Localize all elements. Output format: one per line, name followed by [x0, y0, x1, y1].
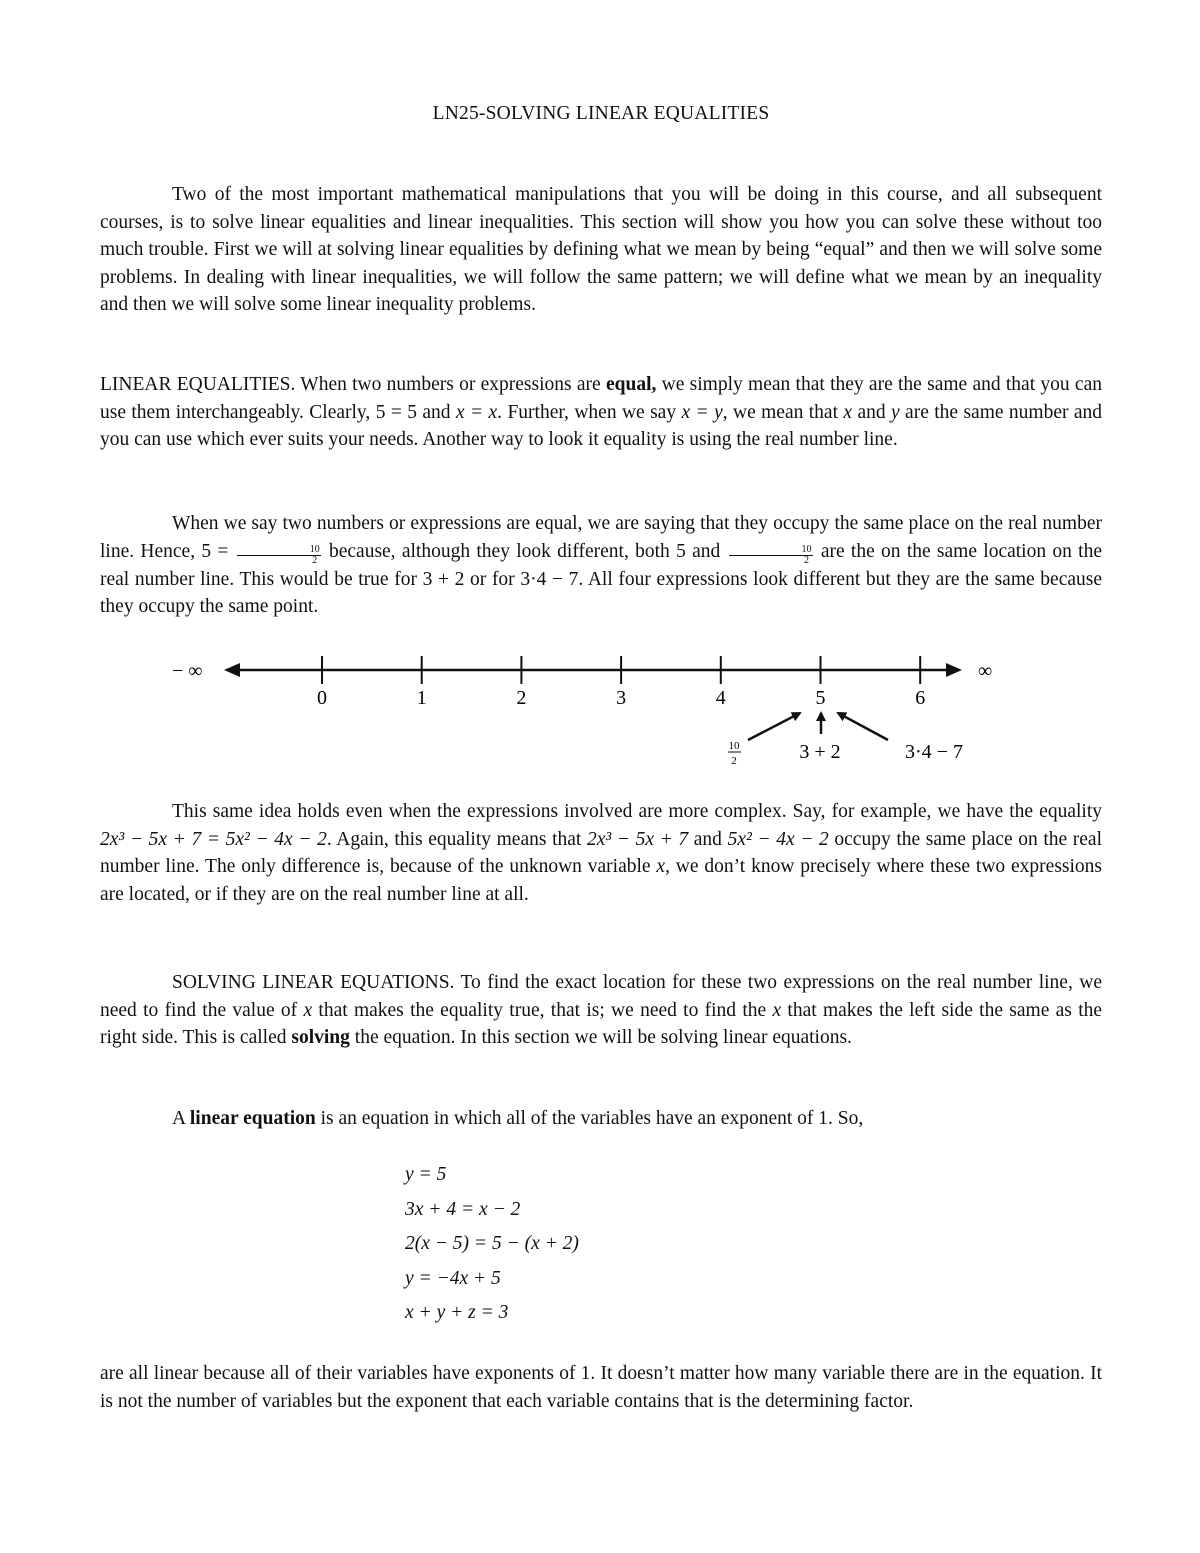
negative-infinity-label: − ∞: [172, 660, 203, 682]
tick-label: 2: [516, 687, 527, 709]
text-run: . All four expressions look different but they are the same because they occupy the same point.: [100, 568, 1103, 617]
text-run: This same idea holds even when the expressions involved are more complex. Say, for example, we have the equality: [172, 801, 1102, 822]
bold-term-equal: equal,: [605, 374, 657, 395]
fraction-numerator: 10: [729, 545, 813, 556]
arrow-from-product: [838, 713, 888, 740]
text-run: To find the exact location for these two expressions on the real number line, we need to find the value of: [100, 972, 1102, 1021]
tick-label: 5: [815, 687, 826, 709]
fraction-denominator: 2: [804, 554, 810, 566]
example-equation: 2(x − 5) = 5 − (x + 2): [405, 1233, 579, 1254]
math-variable: y: [891, 401, 900, 423]
text-run: When two numbers or expressions are: [295, 374, 606, 395]
page-title: LN25-SOLVING LINEAR EQUALITIES: [432, 103, 770, 124]
text-run: are the on the same location on the real number line. This would be true for: [100, 540, 1102, 590]
left-arrowhead: [224, 663, 240, 677]
math-expression: x = x: [455, 401, 498, 423]
text-run: are the same number and you can use which ever suits your needs. Another way to look it equality is using the real number line.: [100, 401, 1103, 450]
bold-term-linear-equation: linear equation: [189, 1108, 316, 1129]
tick-label: 3: [616, 687, 627, 709]
text-run: , we don’t know precisely where these two expressions are located, or if they are on the real number line at all.: [100, 856, 1102, 905]
math-variable: x: [772, 999, 782, 1021]
text-run: . Further, when we say: [497, 401, 682, 423]
text-run: or for: [464, 568, 521, 590]
math-variable: x: [303, 999, 313, 1021]
label-fraction-denominator: 2: [731, 755, 737, 767]
solving-heading: SOLVING LINEAR EQUATIONS.: [172, 972, 455, 993]
tick-label: 4: [715, 687, 726, 709]
fraction-denominator: 2: [312, 554, 318, 566]
math-expression: 3·4 − 7: [520, 568, 579, 590]
math-variable: x: [656, 856, 666, 877]
label-sum-expression: 3 + 2: [799, 741, 841, 763]
text-run: because, although they look different, both 5 and: [322, 540, 727, 562]
math-expression: 2x³ − 5x + 7: [586, 828, 689, 850]
complex-paragraph: [100, 798, 1102, 908]
text-run: and: [852, 401, 891, 423]
math-expression: 2x³ − 5x + 7 = 5x² − 4x − 2: [100, 828, 327, 850]
text-run: we simply mean that they are the same and that you can use them interchangeably. Clearly,: [100, 374, 1102, 423]
math-expression: 3 + 2: [422, 568, 465, 590]
definition-paragraph: [100, 1105, 1102, 1133]
text-run: When we say two numbers or expressions are equal, we are saying that they occupy the same place on the real number line. Hence, 5 =: [100, 513, 1102, 562]
label-fraction-numerator: 10: [728, 740, 740, 752]
arrow-from-fraction: [748, 713, 800, 740]
math-expression: x = y: [681, 401, 723, 423]
linear-equalities-heading: LINEAR EQUALITIES.: [100, 374, 296, 395]
intro-text: Two of the most important mathematical manipulations that you will be doing in this course, and all subsequent courses, is to solve linear equalities and linear inequalities. This section will show you how you can solve these without too much trouble. First we will at solving linear equalities by defining what we mean by being “equal” and then we will solve some problems. In dealing with linear inequalities, we will follow the same pattern; we will define what we mean by an inequality and then we will solve some linear inequality problems.: [100, 184, 1102, 315]
linear-equation-examples: [405, 1158, 579, 1331]
fraction-numerator: 10: [237, 545, 321, 556]
right-arrowhead: [946, 663, 962, 677]
math-variable: x: [843, 401, 853, 423]
math-expression: 5x² − 4x − 2: [727, 828, 829, 850]
text-run: that makes the equality true, that is; we need to find the: [312, 999, 773, 1021]
text-run: . Again, this equality means that: [326, 828, 587, 850]
text-run: and: [688, 828, 728, 850]
example-equation: 3x + 4 = x − 2: [405, 1198, 521, 1220]
solving-paragraph: [100, 969, 1102, 1052]
text-run: occupy the same place on the real number line. The only difference is, because of the unknown variable: [100, 828, 1103, 877]
label-product-expression: 3·4 − 7: [905, 741, 963, 763]
conclusion-text: are all linear because all of their variables have exponents of 1. It doesn’t matter how many variable there are in the equation. It is not the number of variables but the exponent that each variable contains that is the determining factor.: [100, 1363, 1102, 1412]
example-equation: x + y + z = 3: [405, 1302, 509, 1323]
text-run: that makes the left side the same as the right side. This is called: [100, 999, 1103, 1048]
tick-label: 1: [416, 687, 427, 709]
math-expression: 5 = 5: [375, 401, 417, 423]
tick-label: 6: [915, 687, 926, 709]
text-run: is an equation in which all of the variables have an exponent of 1. So,: [315, 1108, 864, 1129]
text-run: A: [172, 1108, 190, 1129]
text-run: , we mean that: [722, 401, 844, 423]
example-equation: y = −4x + 5: [405, 1267, 501, 1289]
bold-term-solving: solving: [291, 1027, 350, 1048]
tick-marks: [317, 656, 925, 709]
tick-label: 0: [317, 687, 327, 709]
text-run: and: [416, 401, 456, 423]
example-equation: y = 5: [405, 1164, 447, 1185]
text-run: the equation. In this section we will be solving linear equations.: [349, 1027, 852, 1048]
fraction-label: [728, 740, 741, 767]
positive-infinity-label: ∞: [978, 660, 993, 682]
conclusion-paragraph: [100, 1360, 1102, 1415]
